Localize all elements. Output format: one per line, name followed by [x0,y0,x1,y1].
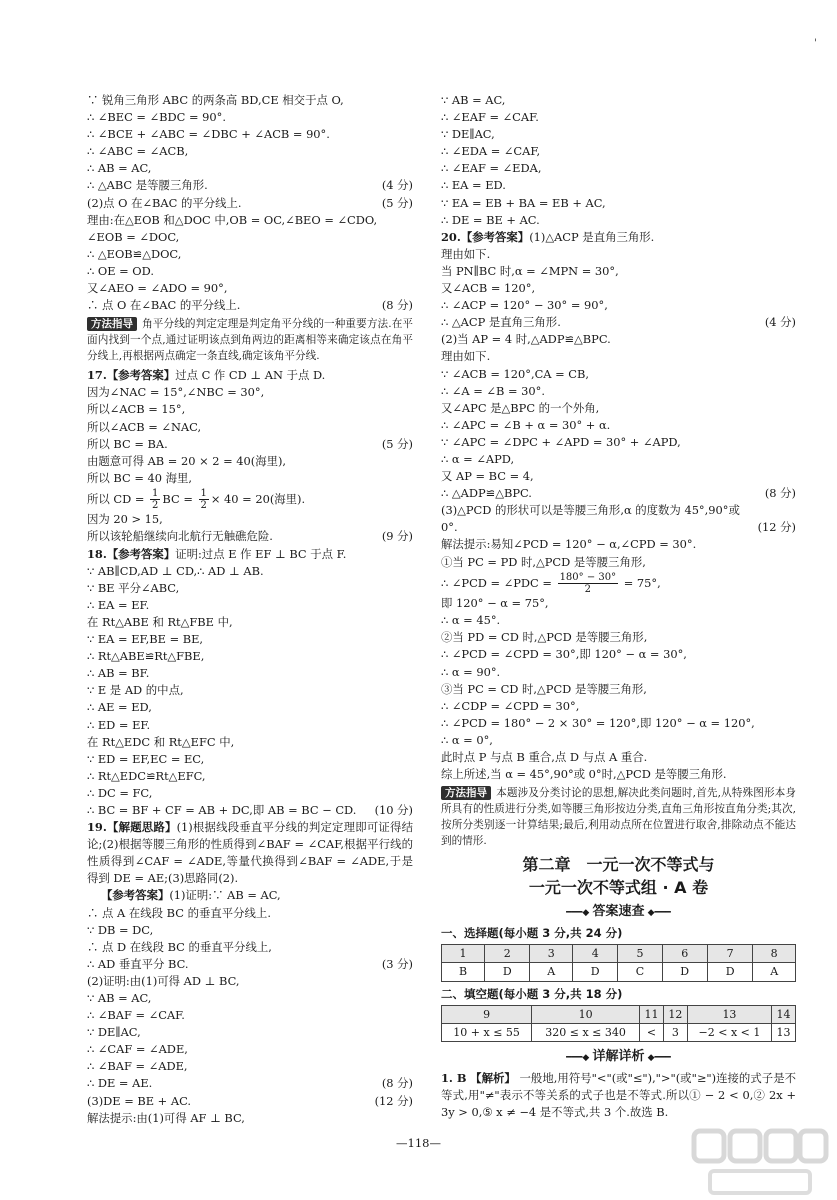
line-text: ∴ AD 垂直平分 BC. [87,956,189,971]
text-line: ∴ α = 90°. [441,664,501,679]
scored-line [87,436,413,453]
answer-cell: 320 ≤ x ≤ 340 [532,1023,640,1041]
text-line: 综上所述,当 α = 45°,90°或 0°时,△PCD 是等腰三角形. [441,767,727,782]
numerator: 180° − 30° [559,572,617,584]
corner-mark: ' [814,38,817,49]
text-line: 当 PN∥BC 时,α = ∠MPN = 30°, [441,263,619,278]
answer-cell: D [662,963,707,981]
text-line: 理由如下. [441,349,491,364]
text-line: (2)当 AP = 4 时,△ADP≌△BPC. [441,332,611,347]
text-line: ∠EOB = ∠DOC, [87,229,180,244]
text-line: ∵ DE∥AC, [87,1025,141,1040]
text-line: 在 Rt△ABE 和 Rt△FBE 中, [87,614,233,629]
text-line: ∴ ∠BCE + ∠ABC = ∠DBC + ∠ACB = 90°. [87,127,330,142]
question-number-cell: 3 [530,945,573,963]
text-line: 所以∠ACB = ∠NAC, [87,419,202,434]
question-number-cell: 11 [640,1005,664,1023]
text-line: ∴ DC = FC, [87,785,153,800]
band-quick-label: 答案速查 [592,904,645,920]
answer-tag: 【参考答案】 [101,888,170,903]
watermark-logo-icon [690,1125,830,1200]
line-text: ∴ △ACP 是直角三角形. [441,315,561,330]
question-number-cell: 8 [753,945,796,963]
text-line: ∵ E 是 AD 的中点, [87,683,184,698]
question-number-cell: 4 [572,945,617,963]
scored-line [87,1075,413,1092]
question-number-cell: 6 [662,945,707,963]
band-left-arrow: ━━━◆ [566,1052,593,1063]
text-line: ∴ EA = ED. [441,178,506,193]
method-note [441,785,796,849]
scored-line [87,956,413,973]
text-line: ∴ ∠ACP = 120° − 30° = 90°, [441,298,608,313]
choice-answer-table [441,944,796,981]
text-line: ∴ 点 D 在线段 BC 的垂直平分线上, [87,939,272,954]
solution-1-number: 1. B [441,1070,467,1085]
text-line: 又 AP = BC = 4, [441,469,534,484]
scored-line [87,1093,413,1110]
question-number-cell: 1 [442,945,485,963]
answer-line [87,887,413,904]
text-line: (2)证明:由(1)可得 AD ⊥ BC, [87,973,240,988]
text-line: 所以 BC = 40 海里, [87,470,193,485]
text-line: ∵ AB = AC, [441,93,506,107]
choice-answer-row [442,963,796,981]
answer-cell: < [640,1023,664,1041]
text-line: ∴ α = 45°. [441,613,501,628]
answer-cell: A [753,963,796,981]
text-line: 理由:在△EOB 和△DOC 中,OB = OC,∠BEO = ∠CDO, [87,212,378,227]
scored-line [87,297,413,314]
score: (10 分) [374,802,413,817]
question-number: 19. [87,820,107,835]
line-text: 所以该轮船继续向北航行无触礁危险. [87,529,273,544]
method-badge: 方法指导 [87,317,137,331]
thinking-tag: 【解题思路】 [106,820,177,835]
question-start [87,367,413,384]
answer-cell: B [442,963,485,981]
text-line: ∴ ∠BAF = ∠CAF. [87,1008,185,1023]
choice-heading: 一、选择题(每小题 3 分,共 24 分) [441,926,623,941]
line-text: ∴ △ADP≌△BPC. [441,486,532,501]
numerator: 1 [152,488,159,500]
score: (4 分) [764,315,796,330]
scored-line [441,519,796,536]
score: (8 分) [381,298,413,313]
text-line: ∴ Rt△EDC≌Rt△EFC, [87,768,206,783]
text-line: 又∠APC 是△BPC 的一个外角, [441,400,600,415]
text-line: ∴ ∠A = ∠B = 30°. [441,383,545,398]
text-line: 解法提示:易知∠PCD = 120° − α,∠CPD = 30°. [441,537,697,552]
text-line: ∴ ∠PCD = 180° − 2 × 30° = 120°,即 120° − α = 120°, [441,715,755,730]
text-line: 解法提示:由(1)可得 AF ⊥ BC, [87,1110,245,1125]
score: (8 分) [381,1076,413,1091]
page-number: —118— [396,1136,441,1150]
method-note [87,316,413,364]
line-text: (1)证明:∵ AB = AC, [169,888,281,903]
text-line: ∴ EA = EF. [87,597,150,612]
line-text: 所以 BC = BA. [87,436,168,451]
chapter-title-line1: 第二章 一元一次不等式与 [522,855,715,875]
question-number: 18. [87,546,107,561]
text-line: ∴ ∠APC = ∠B + α = 30° + α. [441,417,611,432]
left-column [87,92,413,1127]
note-text: 本题涉及分类讨论的思想,解决此类问题时,首先,从特殊图形本身所具有的性质进行分类,如等腰三角形按边分类,直角三角形按直角分类;其次,按所分类别逐一计算结果;最后,利用动点所在位置进行取舍,排除动点不能达到的情形. [441,787,796,848]
question-paragraph [87,819,413,887]
solution-1-text: 一般地,用符号"<"(或"≤"),">"(或"≥")连接的式子是不等式,用"≠"表示不等关系的式子也是不等式.所以① − 2 < 0,② 2x + 3y > 0,⑤ x ≠ −4 是不等式,共 3 个.故选 B. [441,1070,797,1120]
solution-1 [441,1070,796,1121]
line-text: ∴ BC = BF + CF = AB + DC,即 AB = BC − CD. [87,802,357,817]
score: (12 分) [374,1093,413,1108]
text-line: ∴ ∠CAF = ∠ADE, [87,1042,188,1057]
text-line: 由题意可得 AB = 20 × 2 = 40(海里), [87,453,287,468]
fill-answer-row [442,1023,796,1041]
text-line: ∵ AB = AC, [87,991,152,1005]
text-line: ∵ ∠APC = ∠DPC + ∠APD = 30° + ∠APD, [441,434,681,449]
scored-line [87,528,413,545]
fill-heading: 二、填空题(每小题 3 分,共 18 分) [441,986,623,1001]
line-text: ∴ △ABC 是等腰三角形. [87,178,208,193]
answer-cell: 10 + x ≤ 55 [442,1023,532,1041]
text-line: ∵ ED = EF,EC = EC, [87,751,205,766]
text-line: ∴ ∠BAF = ∠ADE, [87,1059,188,1074]
text-line: ∴ α = ∠APD, [441,451,515,466]
line-text: (1)△ACP 是直角三角形. [529,229,655,244]
band-detail-label: 详解详析 [592,1048,645,1064]
text-line: ∴ ED = EF. [87,717,151,732]
text-line: ∵ DE∥AC, [441,127,495,142]
line-text: ∴ DE = AE. [87,1076,153,1091]
detail-band [441,1048,796,1067]
text-line: ∴ AB = BF. [87,666,150,681]
question-number-cell: 10 [532,1005,640,1023]
text-line: ③当 PC = CD 时,△PCD 是等腰三角形, [441,681,647,696]
paragraph-text: (1)根据线段垂直平分线的判定定理即可证得结论;(2)根据等腰三角形的性质得到∠BAF = ∠CAF,根据平行线的性质得到∠CAF = ∠ADE,等量代换得到∠BAF = ∠ADE,于是得到 DE = AE;(3)思路同(2). [87,820,413,886]
fraction [199,488,209,511]
answer-cell: D [707,963,752,981]
note-text: 角平分线的判定定理是判定角平分线的一种重要方法.在平面内找到一个点,通过证明该点到角两边的距离相等来确定该点在角平分线上,再根据两点确定一条直线,确定该角平分线. [87,318,413,363]
denominator: 2 [152,500,159,512]
text-line: 因为∠NAC = 15°,∠NBC = 30°, [87,385,265,400]
question-number: 20. [441,229,461,244]
denominator: 2 [584,584,592,596]
line-text: (2)点 O 在∠BAC 的平分线上. [87,195,242,210]
answer-tag: 【参考答案】 [106,546,176,561]
fill-answer-table [441,1005,796,1042]
score: (5 分) [381,195,413,210]
text-line: ∴ ∠PCD = ∠CPD = 30°,即 120° − α = 30°, [441,647,687,662]
right-flow [441,92,796,849]
text-line: ∴ 点 A 在线段 BC 的垂直平分线上. [87,905,271,920]
fill-number-row [442,1005,796,1023]
text-line: ∵ DB = DC, [87,922,154,937]
question-number-cell: 12 [663,1005,687,1023]
text-line: ∴ DE = BE + AC. [441,212,540,227]
text-line: ∴ ∠EAF = ∠CAF. [441,110,539,125]
text-line: 在 Rt△EDC 和 Rt△EFC 中, [87,734,235,749]
text-line: ∴ ∠ABC = ∠ACB, [87,144,189,159]
text-line: ∴ ∠CDP = ∠CPD = 30°, [441,698,580,713]
text-line: 此时点 P 与点 B 重合,点 D 与点 A 重合. [441,749,648,764]
text-line: ∴ OE = OD. [87,263,154,278]
score: (5 分) [381,436,413,451]
text-line: ∵ AB∥CD,AD ⊥ CD,∴ AD ⊥ AB. [87,563,264,578]
question-number: 17. [87,368,107,383]
line-text: 过点 C 作 CD ⊥ AN 于点 D. [175,368,326,383]
band-left-arrow: ━━━◆ [566,908,593,919]
chapter-title-line2: 一元一次不等式组 · A 卷 [528,878,709,898]
question-number-cell: 7 [707,945,752,963]
answer-cell: 3 [663,1023,687,1041]
solution-1-tag: 【解析】 [470,1070,516,1085]
line-text: ∴ ∠PCD = ∠PDC = [441,575,556,590]
question-number-cell: 9 [442,1005,532,1023]
fraction-line [441,571,796,596]
text-line: (3)△PCD 的形状可以是等腰三角形,α 的度数为 45°,90°或 [441,503,740,518]
text-line: ∴ ∠EDA = ∠CAF, [441,144,541,159]
text-line: ∴ ∠BEC = ∠BDC = 90°. [87,110,226,125]
chapter-title [441,853,796,899]
score: (8 分) [764,486,796,501]
text-line: 理由如下. [441,246,491,261]
text-line: ∴ ∠EAF = ∠EDA, [441,161,542,176]
question-number-cell: 14 [772,1005,796,1023]
numerator: 1 [200,488,207,500]
text-line: ①当 PC = PD 时,△PCD 是等腰三角形, [441,554,646,569]
method-badge: 方法指导 [441,786,491,800]
fraction [150,488,160,511]
scored-line [441,314,796,331]
answer-cell: A [530,963,573,981]
line-text: (3)DE = BE + AC. [87,1093,191,1108]
text-line: 又∠AEO = ∠ADO = 90°, [87,281,228,296]
scored-line [87,802,413,819]
right-column [441,92,796,1121]
line-text: ∴ 点 O 在∠BAC 的平分线上. [87,298,241,313]
question-start [441,229,796,246]
line-text: × 40 = 20(海里). [210,491,306,506]
text-line: 即 120° − α = 75°, [441,596,549,611]
text-line: ∴ △EOB≌△DOC, [87,246,182,261]
line-text: 0°. [441,520,458,535]
line-text: BC = [162,491,197,506]
answer-tag: 【参考答案】 [460,229,530,244]
text-line: ∴ Rt△ABE≌Rt△FBE, [87,649,205,664]
text-line: ②当 PD = CD 时,△PCD 是等腰三角形, [441,630,648,645]
fraction [558,572,619,595]
text-line: ∵ ∠ACB = 120°,CA = CB, [441,366,590,381]
score: (4 分) [381,178,413,193]
answer-cell: D [485,963,530,981]
question-number-cell: 13 [687,1005,771,1023]
answer-cell: 13 [772,1023,796,1041]
text-line: ∴ AE = ED, [87,700,152,715]
question-number-cell: 2 [485,945,530,963]
answer-tag: 【参考答案】 [106,368,176,383]
answer-cell: D [572,963,617,981]
text-line: 又∠ACB = 120°, [441,281,536,296]
band-right-arrow: ◆━━━ [644,1052,671,1063]
band-right-arrow: ◆━━━ [644,908,671,919]
text-line: ∴ α = 0°, [441,732,493,747]
fraction-line [87,487,413,512]
answer-cell: −2 < x < 1 [687,1023,771,1041]
scored-line [441,485,796,502]
line-text: 所以 CD = [87,491,149,506]
question-number-cell: 5 [618,945,662,963]
score: (3 分) [381,956,413,971]
scored-line [87,195,413,212]
scored-line [87,177,413,194]
text-line: ∵ EA = EB + BA = EB + AC, [441,195,606,210]
text-line: 所以∠ACB = 15°, [87,402,186,417]
score: (12 分) [757,520,796,535]
text-line: 因为 20 > 15, [87,512,163,527]
text-line: ∵ 锐角三角形 ABC 的两条高 BD,CE 相交于点 O, [87,93,344,107]
denominator: 2 [200,500,207,512]
text-line: ∴ AB = AC, [87,161,152,176]
answer-cell: C [618,963,662,981]
text-line: ∵ BE 平分∠ABC, [87,580,180,595]
line-text: 证明:过点 E 作 EF ⊥ BC 于点 F. [175,546,347,561]
text-line: ∵ EA = EF,BE = BE, [87,632,204,647]
score: (9 分) [381,529,413,544]
question-start [87,546,413,563]
line-text: = 75°, [620,575,661,590]
choice-number-row [442,945,796,963]
answer-quick-band [441,903,796,922]
